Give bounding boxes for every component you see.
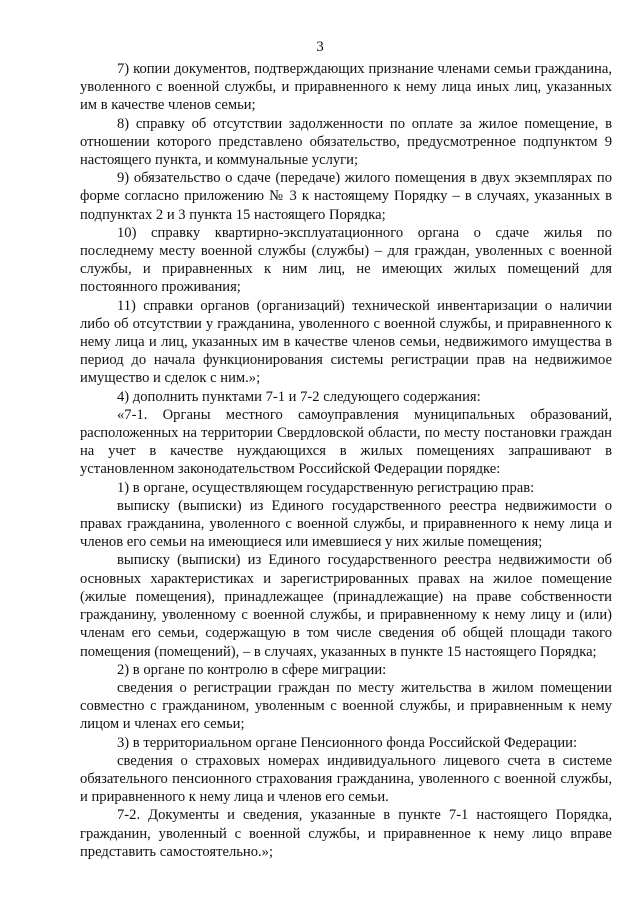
clause-7-1-sub-2: 2) в органе по контролю в сфере миграции: <box>117 661 387 678</box>
item-7-copies-of-documents: 7) копии документов, подтверждающих признание членами семьи гражданина, уволенного с военной службы, и приравненного к нему лица иных лиц, указанных им в качестве членов семьи; <box>80 61 612 114</box>
item-11-technical-inventory-certificates: 11) справки органов (организаций) технической инвентаризации о наличии либо об отсутствии у гражданина, уволенного с военной службы, и приравненного к нему лица и лиц, указанных им в качестве членов семьи, недвижимого имущества в период до начала функционирования системы регистрации прав на недвижимое имущество и сделок с ним.»; <box>80 297 612 387</box>
clause-7-1-intro: «7-1. Органы местного самоуправления муниципальных образований, расположенных на территории Свердловской области, по месту постановки граждан на учет в качестве нуждающихся в жилых помещениях запрашивают в установленном законодательством Российской Федерации порядке: <box>80 406 612 478</box>
page-number: 3 <box>316 39 324 55</box>
clause-7-1-sub-1: 1) в органе, осуществляющем государственную регистрацию прав: <box>117 479 535 496</box>
item-10-housing-authority-certificate: 10) справку квартирно-эксплуатационного органа о сдаче жилья по последнему месту военной службы (службы) – для граждан, уволенных с военной службы, и приравненных к ним лиц, не имеющих жилых помещений для постоянного проживания; <box>80 224 612 296</box>
item-8-debt-certificate: 8) справку об отсутствии задолженности по оплате за жилое помещение, в отношении которого представлено обязательство, предусмотренное подпунктом 9 настоящего пункта, и коммунальные услуги; <box>80 115 612 169</box>
item-9-housing-surrender-obligation: 9) обязательство о сдаче (передаче) жилого помещения в двух экземплярах по форме согласно приложению № 3 к настоящему Порядку – в случаях, указанных в подпунктах 2 и 3 пункта 15 настоящего Порядка; <box>80 170 612 223</box>
clause-7-1-sub-3: 3) в территориальном органе Пенсионного фонда Российской Федерации: <box>117 734 577 751</box>
registry-extract-characteristics: выписку (выписки) из Единого государственного реестра недвижимости об основных характеристиках и зарегистрированных правах на жилое помещение (жилые помещения), принадлежащее (принадлежащие) на праве собственности гражданину, уволенному с военной службы, и приравненному к нему лицу и (или) членам его семьи, содержащую в том числе сведения об общей площади такого помещения (помещений), – в случаях, указанных в пункте 15 настоящего Порядка; <box>80 552 612 660</box>
document-body <box>80 60 612 861</box>
amendment-4-intro: 4) дополнить пунктами 7-1 и 7-2 следующего содержания: <box>117 388 481 405</box>
clause-7-2: 7-2. Документы и сведения, указанные в пункте 7-1 настоящего Порядка, гражданин, уволенный с военной службы, и приравненное к нему лицо вправе представить самостоятельно.»; <box>80 807 612 860</box>
registry-extract-rights: выписку (выписки) из Единого государственного реестра недвижимости о правах гражданина, уволенного с военной службы, и приравненного к нему лица и членов его семьи на имеющиеся или имевшиеся у них жилые помещения; <box>80 497 612 551</box>
pension-insurance-numbers-info: сведения о страховых номерах индивидуального лицевого счета в системе обязательного пенсионного страхования гражданина, уволенного с военной службы, и приравненного к нему лица и членов его семьи. <box>80 752 612 806</box>
residence-registration-info: сведения о регистрации граждан по месту жительства в жилом помещении совместно с гражданином, уволенным с военной службы, и приравненным к нему лицом и членах его семьи; <box>80 679 612 733</box>
